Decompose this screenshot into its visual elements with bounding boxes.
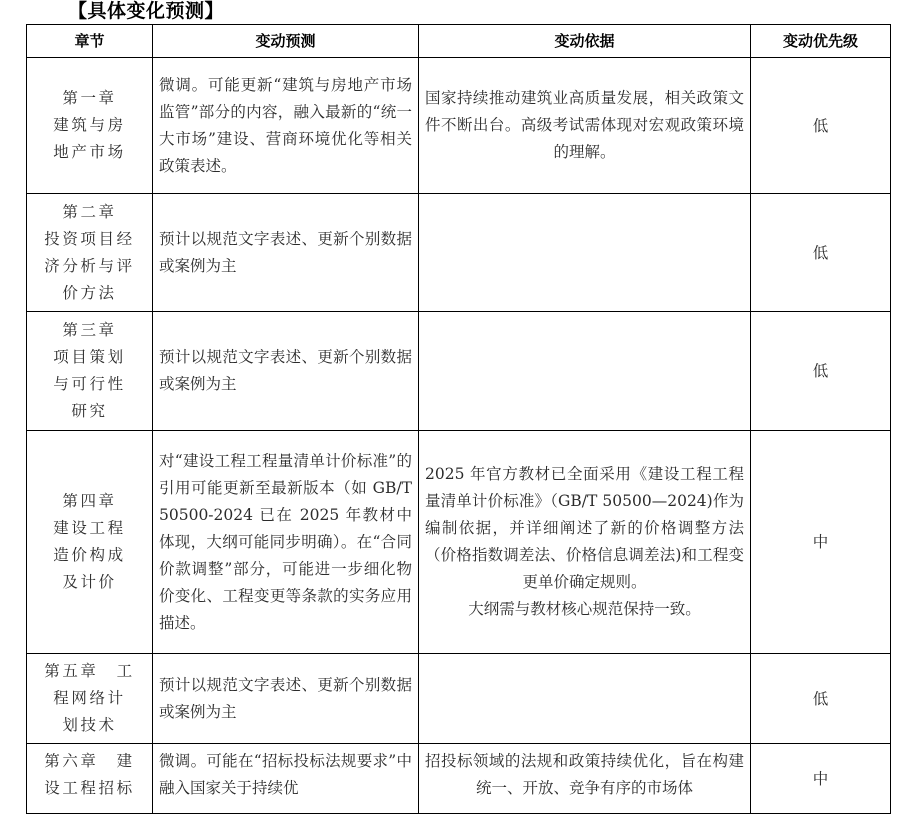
- cell-chapter: [27, 194, 153, 312]
- cell-basis: [419, 58, 751, 194]
- chapter-line: 程网络计: [53, 689, 126, 707]
- cell-priority: 低: [751, 312, 891, 431]
- cell-basis: [419, 312, 751, 431]
- cell-chapter: [27, 744, 153, 814]
- chapter-line: 划技术: [62, 716, 117, 734]
- chapter-line: 与可行性: [53, 375, 126, 393]
- table-row: [27, 431, 891, 654]
- cell-priority: 中: [751, 744, 891, 814]
- cell-basis: [419, 654, 751, 744]
- cell-basis: [419, 744, 751, 814]
- table-row: [27, 194, 891, 312]
- cell-priority: 中: [751, 431, 891, 654]
- cell-chapter: [27, 431, 153, 654]
- table-header: [27, 25, 891, 58]
- table-row: [27, 744, 891, 814]
- table-row: [27, 58, 891, 194]
- table-row: [27, 654, 891, 744]
- prediction-table-container: [26, 24, 890, 814]
- basis-text: 2025 年官方教材已全面采用《建设工程工程量清单计价标准》（GB/T 50500—2024)作为编制依据，并详细阐述了新的价格调整方法（价格指数调差法、价格信息调差法)和工程变更单价确定规则。: [425, 465, 744, 591]
- column-header-priority: 变动优先级: [751, 25, 891, 58]
- cell-forecast: 微调。可能更新“建筑与房地产市场监管”部分的内容，融入最新的“统一大市场”建设、营商环境优化等相关政策表述。: [153, 58, 419, 194]
- chapter-line: 研究: [71, 402, 108, 420]
- chapter-line: 设工程招标: [44, 779, 135, 797]
- chapter-line: 建筑与房: [53, 116, 126, 134]
- cell-priority: 低: [751, 58, 891, 194]
- chapter-line: 投资项目经: [44, 229, 135, 248]
- cell-chapter: [27, 312, 153, 431]
- cell-forecast: 微调。可能在“招标投标法规要求”中融入国家关于持续优: [153, 744, 419, 814]
- chapter-line: 第六章 建: [44, 752, 135, 770]
- column-header-forecast: 变动预测: [153, 25, 419, 58]
- chapter-line: 第四章: [62, 492, 117, 510]
- cell-chapter: [27, 58, 153, 194]
- chapter-line: 第五章 工: [44, 662, 135, 680]
- basis-text: 招投标领域的法规和政策持续优化，旨在构建统一、开放、竞争有序的市场体: [425, 752, 744, 797]
- cell-forecast: 预计以规范文字表述、更新个别数据或案例为主: [153, 654, 419, 744]
- prediction-table: [26, 24, 891, 814]
- table-body: [27, 58, 891, 814]
- cell-basis: [419, 194, 751, 312]
- chapter-line: 第一章: [62, 89, 117, 107]
- cell-chapter: [27, 654, 153, 744]
- page-title: 【具体变化预测】: [68, 0, 225, 22]
- cell-priority: 低: [751, 194, 891, 312]
- cell-basis: [419, 431, 751, 654]
- chapter-line: 及计价: [62, 573, 117, 591]
- chapter-line: 第二章: [62, 202, 117, 221]
- chapter-line: 济分析与评: [44, 256, 135, 275]
- chapter-line: 价方法: [62, 283, 117, 302]
- chapter-line: 造价构成: [53, 546, 126, 564]
- cell-forecast: 对“建设工程工程量清单计价标准”的引用可能更新至最新版本（如 GB/T 50500-2024 已在 2025 年教材中体现，大纲可能同步明确）。在“合同价款调整”部分，可能进一步细化物价变化、工程变更等条款的实务应用描述。: [153, 431, 419, 654]
- basis-text-tail: 大纲需与教材核心规范保持一致。: [468, 600, 701, 618]
- table-row: [27, 312, 891, 431]
- column-header-basis: 变动依据: [419, 25, 751, 58]
- cell-forecast: 预计以规范文字表述、更新个别数据或案例为主: [153, 194, 419, 312]
- cell-forecast: 预计以规范文字表述、更新个别数据或案例为主: [153, 312, 419, 431]
- cell-priority: 低: [751, 654, 891, 744]
- column-header-chapter: 章节: [27, 25, 153, 58]
- table-header-row: [27, 25, 891, 58]
- chapter-line: 地产市场: [53, 143, 126, 161]
- basis-text: 国家持续推动建筑业高质量发展，相关政策文件不断出台。高级考试需体现对宏观政策环境的理解。: [425, 89, 744, 161]
- chapter-line: 项目策划: [53, 348, 126, 366]
- chapter-line: 第三章: [62, 321, 117, 339]
- chapter-line: 建设工程: [53, 519, 126, 537]
